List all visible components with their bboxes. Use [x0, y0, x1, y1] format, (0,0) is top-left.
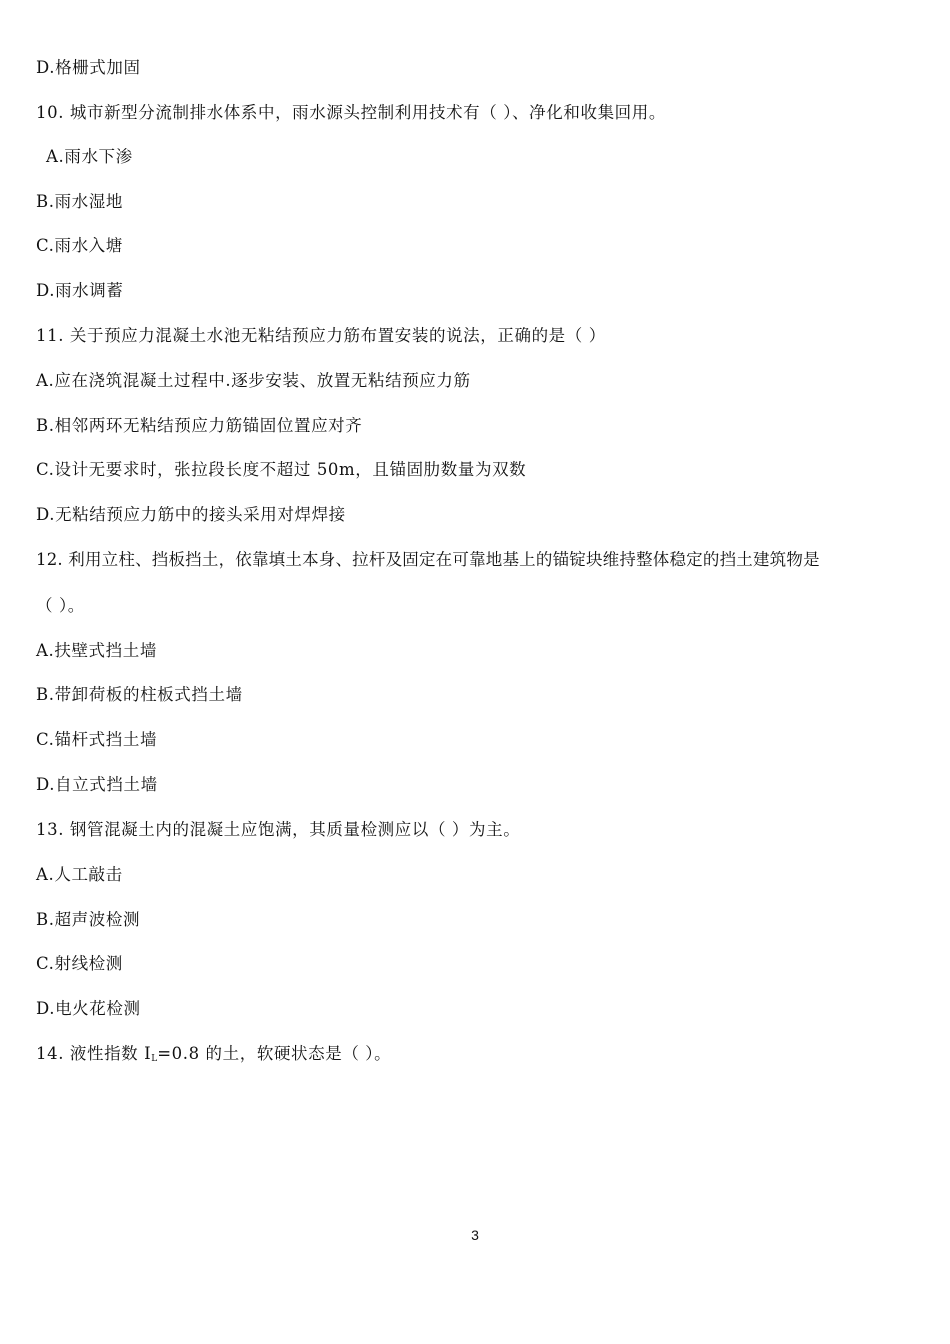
option-line: D.无粘结预应力筋中的接头采用对焊焊接	[36, 505, 346, 524]
question-line	[36, 1044, 391, 1069]
option-line: B.超声波检测	[36, 910, 141, 929]
option-line: D.格栅式加固	[36, 58, 141, 77]
option-line: A.人工敲击	[36, 865, 123, 884]
option-line: A.雨水下渗	[46, 147, 133, 166]
subscript-text: L	[151, 1054, 158, 1064]
page-number: 3	[471, 1227, 479, 1243]
question-line: 13. 钢管混凝土内的混凝土应饱满，其质量检测应以（ ）为主。	[36, 820, 521, 839]
option-line: C.雨水入塘	[36, 236, 123, 255]
option-line: B.带卸荷板的柱板式挡土墙	[36, 685, 243, 704]
question-text: 14. 液性指数 I	[36, 1044, 152, 1063]
option-line: A.应在浇筑混凝土过程中.逐步安装、放置无粘结预应力筋	[36, 371, 471, 390]
question-line: （ ）。	[36, 596, 85, 615]
option-line: D.自立式挡土墙	[36, 775, 158, 794]
option-line: B.雨水湿地	[36, 192, 123, 211]
question-line: 12. 利用立柱、挡板挡土，依靠填土本身、拉杆及固定在可靠地基上的锚锭块维持整体稳定的挡土建筑物是	[36, 550, 820, 569]
option-line: C.射线检测	[36, 954, 123, 973]
question-line: 11. 关于预应力混凝土水池无粘结预应力筋布置安装的说法，正确的是（ ）	[36, 326, 606, 345]
option-line: D.电火花检测	[36, 999, 141, 1018]
option-line: A.扶壁式挡土墙	[36, 641, 157, 660]
option-line: C.设计无要求时，张拉段长度不超过 50m，且锚固肋数量为双数	[36, 460, 527, 479]
option-line: B.相邻两环无粘结预应力筋锚固位置应对齐	[36, 416, 363, 435]
question-line: 10. 城市新型分流制排水体系中，雨水源头控制利用技术有（ ）、净化和收集回用。	[36, 103, 666, 122]
question-text: =0.8 的土，软硬状态是（ ）。	[157, 1044, 392, 1063]
option-line: D.雨水调蓄	[36, 281, 124, 300]
option-line: C.锚杆式挡土墙	[36, 730, 158, 749]
